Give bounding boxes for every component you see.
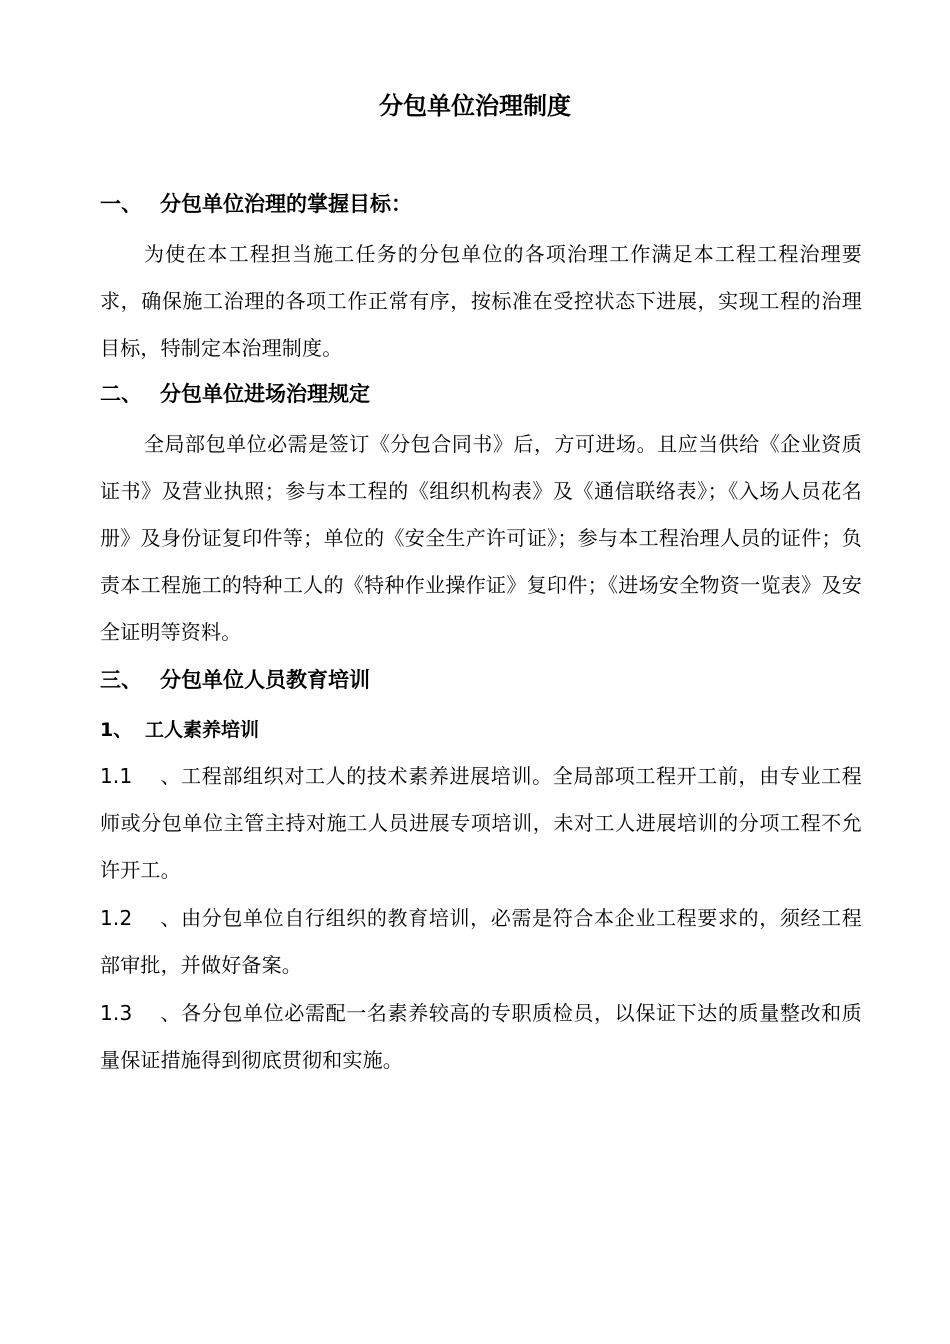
item-1-2-number: 1.2 — [100, 906, 133, 930]
list-item — [100, 753, 862, 894]
item-1-3-number: 1.3 — [100, 1001, 133, 1025]
section-2-body: 全局部包单位必需是签订《分包合同书》后，方可进场。且应当供给《企业资质证书》及营业执照；参与本工程的《组织机构表》及《通信联络表》；《入场人员花名册》及身份证复印件等；单位的《安全生产许可证》；参与本工程治理人员的证件；负责本工程施工的特种工人的《特种作业操作证》复印件；《进场安全物资一览表》及安全证明等资料。 — [100, 432, 862, 644]
section-2-title: 分包单位进场治理规定 — [160, 382, 370, 406]
section-1-heading — [100, 186, 412, 222]
section-3-number: 三、 — [100, 668, 142, 692]
section-1-body: 为使在本工程担当施工任务的分包单位的各项治理工作满足本工程工程治理要求，确保施工治理的各项工作正常有序，按标准在受控状态下进展，实现工程的治理目标，特制定本治理制度。 — [100, 242, 862, 360]
list-item — [100, 990, 862, 1084]
subsection-1-heading — [100, 713, 259, 747]
section-2-heading — [100, 376, 370, 412]
document-title: 分包单位治理制度 — [379, 92, 571, 120]
section-2-number: 二、 — [100, 382, 142, 406]
section-3-title: 分包单位人员教育培训 — [160, 668, 370, 692]
item-1-2-text: 、由分包单位自行组织的教育培训，必需是符合本企业工程要求的，须经工程部审批，并做好备案。 — [100, 906, 862, 977]
item-1-3-text: 、各分包单位必需配一名素养较高的专职质检员，以保证下达的质量整改和质量保证措施得到彻底贯彻和实施。 — [100, 1001, 862, 1072]
item-1-1-text: 、工程部组织对工人的技术素养进展培训。全局部项工程开工前，由专业工程师或分包单位主管主持对施工人员进展专项培训，未对工人进展培训的分项工程不允许开工。 — [100, 764, 862, 882]
section-1-title: 分包单位治理的掌握目标： — [160, 192, 412, 216]
subsection-1-title: 工人素养培训 — [145, 719, 260, 741]
section-3-heading — [100, 662, 370, 698]
section-1-number: 一、 — [100, 192, 142, 216]
list-item — [100, 895, 862, 989]
item-1-1-number: 1.1 — [100, 764, 133, 788]
subsection-1-number: 1、 — [100, 719, 133, 741]
